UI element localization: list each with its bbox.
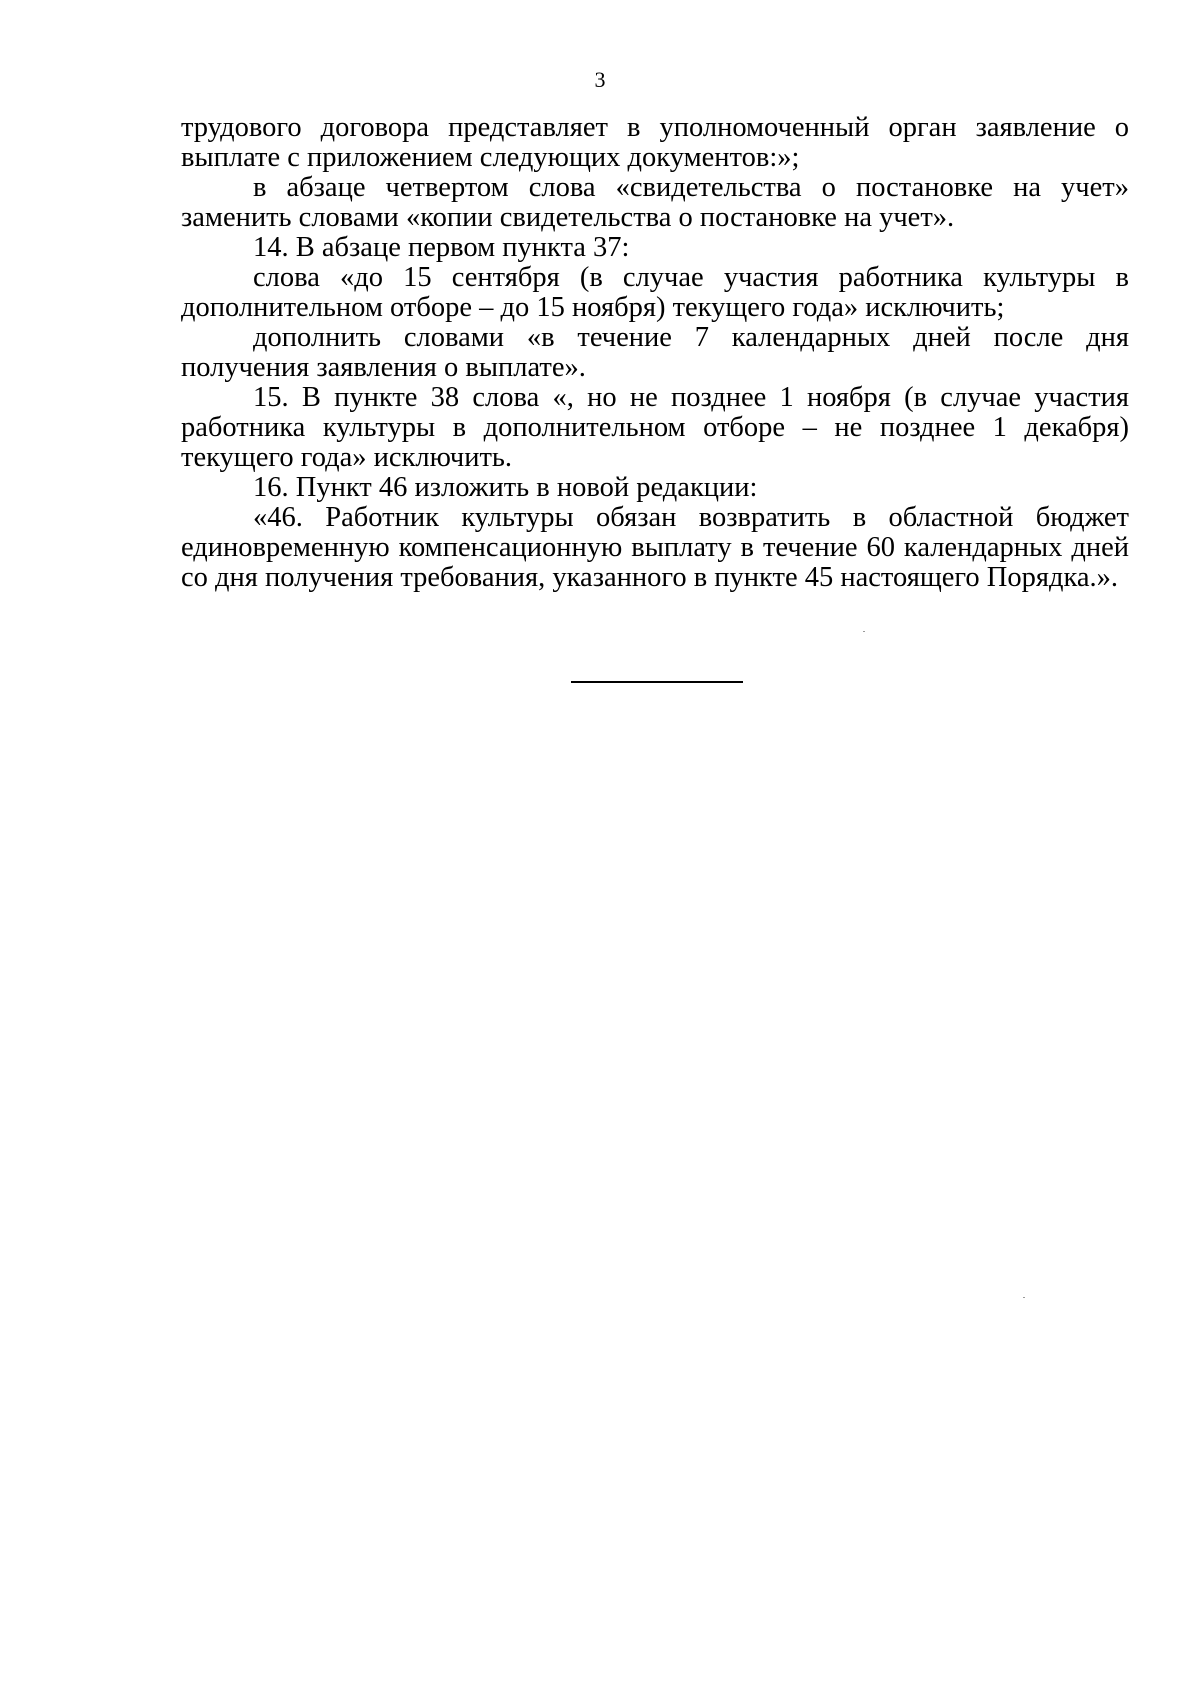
scan-speck [1023, 1297, 1025, 1298]
paragraph-add-words: дополнить словами «в течение 7 календарных дней после дня получения заявления о выплате». [181, 322, 1129, 383]
end-separator-line [571, 681, 743, 683]
scan-speck [863, 631, 865, 632]
paragraph-item-15: 15. В пункте 38 слова «, но не позднее 1 ноября (в случае участия работника культуры в дополнительном отборе – не позднее 1 декабря) текущего года» исключить. [181, 382, 1129, 473]
page-number: 3 [594, 67, 606, 92]
paragraph-item-14: 14. В абзаце первом пункта 37: [253, 232, 630, 263]
document-body [181, 113, 1129, 593]
paragraph-item-16: 16. Пункт 46 изложить в новой редакции: [253, 472, 758, 503]
paragraph-replace-words: в абзаце четвертом слова «свидетельства о постановке на учет» заменить словами «копии свидетельства о постановке на учет». [181, 172, 1129, 233]
paragraph-continuation: трудового договора представляет в уполномоченный орган заявление о выплате с приложением следующих документов:»; [181, 112, 1129, 173]
paragraph-remove-words: слова «до 15 сентября (в случае участия работника культуры в дополнительном отборе – до 15 ноября) текущего года» исключить; [181, 262, 1129, 323]
paragraph-item-46-text: «46. Работник культуры обязан возвратить в областной бюджет единовременную компенсационную выплату в течение 60 календарных дней со дня получения требования, указанного в пункте 45 настоящего Порядка.». [181, 502, 1129, 593]
